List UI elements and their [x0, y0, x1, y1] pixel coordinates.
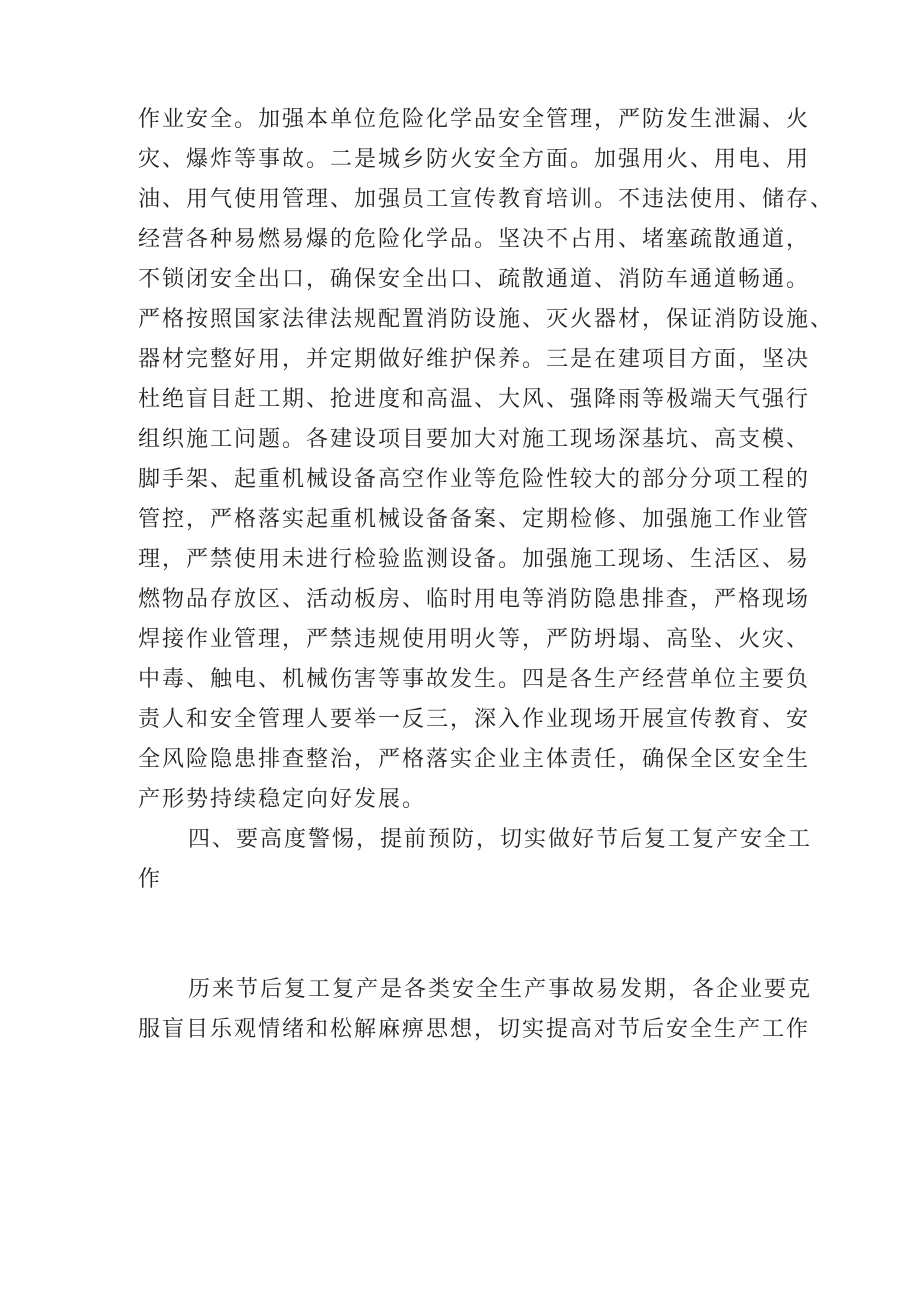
text-line: 不锁闭安全出口，确保安全出口、疏散通道、消防车通道畅通。 [138, 267, 811, 292]
text-line: 服盲目乐观情绪和松解麻痹思想，切实提高对节后安全生产工作 [138, 1017, 811, 1042]
text-line: 杜绝盲目赶工期、抢进度和高温、大风、强降雨等极端天气强行 [138, 387, 811, 412]
paragraph-post-holiday [138, 970, 818, 1050]
text-line: 管控，严格落实起重机械设备备案、定期检修、加强施工作业管 [138, 507, 811, 532]
text-line: 灾、爆炸等事故。二是城乡防火安全方面。加强用火、用电、用 [138, 147, 811, 172]
text-line: 脚手架、起重机械设备高空作业等危险性较大的部分分项工程的 [138, 467, 811, 492]
text-line: 经营各种易燃易爆的危险化学品。坚决不占用、堵塞疏散通道， [138, 227, 811, 252]
section-heading [138, 820, 818, 900]
text-line: 理，严禁使用未进行检验监测设备。加强施工现场、生活区、易 [138, 547, 811, 572]
paragraph-safety-measures [138, 100, 835, 820]
text-line: 产形势持续稳定向好发展。 [138, 787, 427, 812]
section-heading-line: 作 [138, 867, 163, 892]
text-line: 焊接作业管理，严禁违规使用明火等，严防坍塌、高坠、火灾、 [138, 627, 811, 652]
text-line: 油、用气使用管理、加强员工宣传教育培训。不违法使用、储存、 [138, 187, 835, 212]
section-heading-line: 四、要高度警惕，提前预防，切实做好节后复工复产安全工 [188, 827, 813, 852]
text-line: 全风险隐患排查整治，严格落实企业主体责任，确保全区安全生 [138, 747, 811, 772]
document-body [138, 100, 835, 1050]
text-line: 燃物品存放区、活动板房、临时用电等消防隐患排查，严格现场 [138, 587, 811, 612]
text-line: 历来节后复工复产是各类安全生产事故易发期，各企业要克 [188, 977, 813, 1002]
text-line: 器材完整好用，并定期做好维护保养。三是在建项目方面，坚决 [138, 347, 811, 372]
section-gap [138, 900, 818, 970]
text-line: 组织施工问题。各建设项目要加大对施工现场深基坑、高支模、 [138, 427, 811, 452]
text-line: 中毒、触电、机械伤害等事故发生。四是各生产经营单位主要负 [138, 667, 811, 692]
text-line: 责人和安全管理人要举一反三，深入作业现场开展宣传教育、安 [138, 707, 811, 732]
text-line: 严格按照国家法律法规配置消防设施、灭火器材，保证消防设施、 [138, 307, 835, 332]
text-line: 作业安全。加强本单位危险化学品安全管理，严防发生泄漏、火 [138, 107, 811, 132]
